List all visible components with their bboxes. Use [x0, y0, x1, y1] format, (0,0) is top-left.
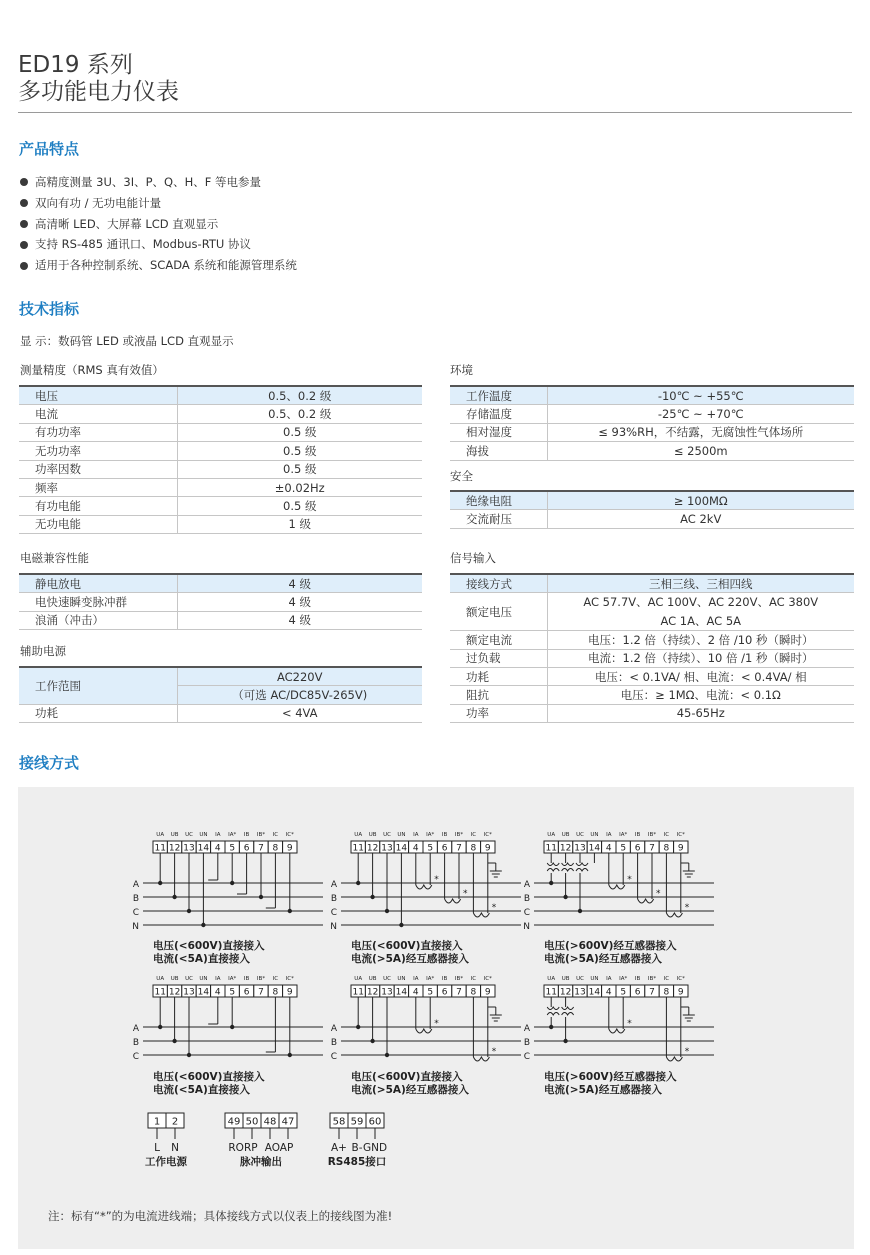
voltage-transformer-coil: [547, 1013, 559, 1016]
terminal-number: 1: [153, 1116, 161, 1128]
line-label: B: [330, 894, 337, 904]
terminal-label: IB: [441, 976, 448, 982]
signal-label: 信号输入: [450, 551, 496, 565]
feature-list: [20, 172, 297, 276]
terminal-number: 9: [484, 987, 491, 998]
bullet-icon: [20, 199, 28, 207]
terminal-number: 9: [484, 843, 491, 854]
wiring-heading: 接线方式: [19, 754, 80, 772]
terminal-label: UA: [156, 832, 165, 838]
terminal-number: 13: [381, 843, 393, 854]
polarity-star: *: [434, 1019, 439, 1029]
line-label: C: [523, 908, 530, 918]
terminal-number: 6: [441, 987, 448, 998]
terminal-label: IC*: [676, 832, 685, 838]
terminal-number: 14: [588, 843, 601, 854]
voltage-transformer-coil: [576, 863, 588, 866]
terminal-number: 6: [441, 843, 448, 854]
terminal-label: IC: [663, 976, 670, 982]
voltage-transformer-coil: [562, 1007, 574, 1010]
line-label: A: [523, 880, 530, 890]
terminal-label: UN: [199, 832, 208, 838]
feature-item: 双向有功 / 无功电能计量: [20, 193, 297, 214]
terminal-number: 9: [286, 987, 293, 998]
junction-dot: [201, 923, 205, 927]
table-row: 工作温度 -10℃ ~ +55℃: [450, 386, 854, 405]
diagram-caption: 电流(>5A)经互感器接入: [351, 953, 469, 965]
terminal-number: 8: [663, 987, 670, 998]
terminal-number: 4: [605, 843, 612, 854]
terminal-label: UN: [590, 976, 599, 982]
junction-dot: [356, 1025, 360, 1029]
table-row: 绝缘电阻 ≥ 100MΩ: [450, 491, 854, 510]
junction-dot: [578, 909, 582, 913]
terminal-number: 60: [368, 1116, 382, 1128]
table-row: 无功电能 1 级: [19, 515, 422, 533]
current-transformer-coil: [445, 899, 461, 903]
line-label: B: [330, 1038, 337, 1048]
terminal-label: B-: [351, 1142, 363, 1154]
environment-table: [450, 385, 854, 461]
junction-dot: [385, 909, 389, 913]
line-label: C: [330, 1052, 337, 1062]
current-transformer-coil: [473, 913, 489, 917]
terminal-number: 4: [412, 843, 419, 854]
table-row: 功率 45-65Hz: [450, 704, 854, 722]
terminal-label: IB: [243, 832, 250, 838]
terminal-number: 12: [366, 843, 379, 854]
terminal-number: 13: [183, 987, 195, 998]
signal-table: [450, 573, 854, 723]
terminal-number: 5: [620, 843, 627, 854]
table-row: 功耗 < 4VA: [19, 704, 422, 722]
terminal-number: 12: [168, 843, 181, 854]
page-title-product: 多功能电力仪表: [18, 79, 179, 105]
terminal-label: UB: [368, 832, 377, 838]
line-label: C: [132, 1052, 139, 1062]
table-row: 交流耐压 AC 2kV: [450, 510, 854, 528]
terminal-number: 12: [168, 987, 181, 998]
line-label: C: [132, 908, 139, 918]
junction-dot: [563, 895, 567, 899]
line-label: N: [132, 922, 139, 932]
voltage-transformer-coil: [547, 1007, 559, 1010]
terminal-label: IB*: [647, 976, 657, 982]
safety-table: [450, 490, 854, 529]
polarity-star: *: [627, 875, 632, 885]
feature-item: 高精度测量 3U、3I、P、Q、H、F 等电参量: [20, 172, 297, 193]
terminal-number: 12: [559, 987, 572, 998]
diagram-caption: 电流(<5A)直接接入: [153, 1084, 250, 1096]
terminal-label: IC*: [483, 976, 492, 982]
terminal-number: 47: [281, 1116, 295, 1128]
current-transformer-coil: [609, 1029, 625, 1033]
junction-dot: [158, 881, 162, 885]
terminal-number: 7: [258, 843, 264, 854]
line-label: B: [132, 1038, 139, 1048]
feature-item: 适用于各种控制系统、SCADA 系统和能源管理系统: [20, 255, 297, 276]
terminal-label: IA: [215, 832, 221, 838]
emc-table: [19, 573, 422, 630]
terminal-number: 4: [605, 987, 612, 998]
diagram-caption: 电压(<600V)直接接入: [351, 1071, 463, 1083]
line-label: A: [330, 1024, 337, 1034]
terminal-label: IB*: [454, 832, 464, 838]
voltage-transformer-coil: [562, 863, 574, 866]
current-transformer-coil: [416, 1029, 432, 1033]
terminal-label: UA: [547, 832, 556, 838]
voltage-transformer-coil: [547, 869, 559, 872]
table-row: 额定电流 电压：1.2 倍（持续）、2 倍 /10 秒（瞬时）: [450, 631, 854, 649]
terminal-label: UB: [368, 976, 377, 982]
terminal-number: 50: [245, 1116, 259, 1128]
terminal-number: 48: [263, 1116, 277, 1128]
terminal-label: UC: [185, 832, 193, 838]
display-spec-line: 显 示：数码管 LED 或液晶 LCD 直观显示: [20, 334, 234, 348]
terminal-group-caption: 脉冲输出: [240, 1156, 282, 1168]
terminal-label: UC: [383, 832, 391, 838]
current-transformer-coil: [666, 1057, 682, 1061]
terminal-group-caption: 工作电源: [145, 1156, 187, 1168]
terminal-label: IB: [243, 976, 250, 982]
terminal-number: 7: [456, 987, 462, 998]
terminal-number: 9: [677, 987, 684, 998]
junction-dot: [356, 881, 360, 885]
accuracy-label: 测量精度（RMS 真有效值）: [20, 363, 164, 377]
features-heading: 产品特点: [19, 140, 80, 158]
diagram-caption: 电压(<600V)直接接入: [153, 940, 265, 952]
terminal-label: GND: [362, 1142, 388, 1154]
junction-dot: [549, 1025, 553, 1029]
terminal-number: 4: [412, 987, 419, 998]
terminal-number: 4: [214, 843, 221, 854]
voltage-transformer-coil: [562, 869, 574, 872]
terminal-label: IB: [441, 832, 448, 838]
table-row: 功耗 电压：< 0.1VA/ 相、电流：< 0.4VA/ 相: [450, 667, 854, 685]
terminal-label: IA*: [228, 832, 237, 838]
table-row: 额定电压 AC 57.7V、AC 100V、AC 220V、AC 380V AC 1A、AC 5A: [450, 593, 854, 631]
terminal-number: 11: [352, 843, 364, 854]
junction-dot: [549, 881, 553, 885]
table-row: 功率因数 0.5 级: [19, 460, 422, 478]
table-row: 存储温度 -25℃ ~ +70℃: [450, 405, 854, 423]
terminal-label: UC: [185, 976, 193, 982]
voltage-transformer-coil: [562, 1013, 574, 1016]
junction-dot: [385, 1053, 389, 1057]
diagram-caption: 电流(>5A)经互感器接入: [544, 1084, 662, 1096]
terminal-number: 2: [171, 1116, 179, 1128]
title-divider: [18, 112, 852, 113]
junction-dot: [399, 923, 403, 927]
junction-dot: [172, 1039, 176, 1043]
terminal-label: RORP: [228, 1142, 258, 1154]
feature-item: 支持 RS-485 通讯口、Modbus-RTU 协议: [20, 234, 297, 255]
terminal-label: UB: [170, 832, 179, 838]
junction-dot: [230, 1025, 234, 1029]
terminal-group-caption: RS485接口: [327, 1156, 387, 1168]
terminal-number: 14: [588, 987, 601, 998]
table-row: 过负载 电流：1.2 倍（持续）、10 倍 /1 秒（瞬时）: [450, 649, 854, 667]
terminal-number: 59: [350, 1116, 364, 1128]
terminal-label: IA*: [619, 832, 628, 838]
terminal-label: IC: [470, 976, 477, 982]
junction-dot: [158, 1025, 162, 1029]
terminal-number: 11: [154, 987, 166, 998]
terminal-number: 8: [272, 843, 279, 854]
junction-dot: [187, 1053, 191, 1057]
terminal-label: UN: [397, 976, 406, 982]
terminal-label: IC*: [483, 832, 492, 838]
terminal-label: UB: [561, 976, 570, 982]
terminal-number: 11: [545, 843, 557, 854]
polarity-star: *: [491, 903, 497, 913]
table-row: 有功功率 0.5 级: [19, 423, 422, 441]
terminal-label: UB: [561, 832, 570, 838]
terminal-number: 8: [470, 843, 477, 854]
terminal-number: 8: [663, 843, 670, 854]
terminal-number: 12: [366, 987, 379, 998]
diagram-caption: 电流(>5A)经互感器接入: [544, 953, 662, 965]
page-title-series: ED19 系列: [18, 52, 133, 78]
diagram-caption: 电压(>600V)经互感器接入: [544, 1071, 677, 1083]
bullet-icon: [20, 241, 28, 249]
terminal-number: 9: [286, 843, 293, 854]
table-row: 海拔 ≤ 2500m: [450, 442, 854, 460]
junction-dot: [370, 1039, 374, 1043]
terminal-label: UB: [170, 976, 179, 982]
terminal-label: A+: [331, 1142, 347, 1154]
terminal-label: UC: [576, 832, 584, 838]
terminal-label: L: [154, 1142, 160, 1154]
terminal-label: N: [171, 1142, 179, 1154]
line-label: N: [523, 922, 530, 932]
current-transformer-coil: [473, 1057, 489, 1061]
junction-dot: [370, 895, 374, 899]
terminal-number: 49: [227, 1116, 241, 1128]
junction-dot: [288, 909, 292, 913]
terminal-label: IA*: [228, 976, 237, 982]
terminal-label: IA*: [426, 832, 435, 838]
junction-dot: [172, 895, 176, 899]
terminal-number: 6: [243, 987, 250, 998]
table-row: 频率 ±0.02Hz: [19, 478, 422, 496]
junction-dot: [187, 909, 191, 913]
terminal-number: 58: [332, 1116, 346, 1128]
terminal-label: IC: [470, 832, 477, 838]
table-row: 电流 0.5、0.2 级: [19, 405, 422, 423]
wiring-note: 注：标有“*”的为电流进线端；具体接线方式以仪表上的接线图为准!: [48, 1209, 393, 1223]
terminal-label: IB*: [454, 976, 464, 982]
line-label: C: [523, 1052, 530, 1062]
terminal-label: IB: [634, 976, 641, 982]
polarity-star: *: [656, 889, 661, 899]
terminal-number: 14: [395, 843, 408, 854]
terminal-label: IC*: [676, 976, 685, 982]
terminal-label: IA: [606, 832, 612, 838]
terminal-label: IC: [663, 832, 670, 838]
terminal-label: IA*: [619, 976, 628, 982]
terminal-label: IA: [413, 976, 419, 982]
terminal-number: 6: [634, 987, 641, 998]
diagram-caption: 电压(>600V)经互感器接入: [544, 940, 677, 952]
terminal-number: 13: [574, 987, 586, 998]
terminal-number: 5: [427, 843, 434, 854]
terminal-number: 13: [381, 987, 393, 998]
table-row: 阻抗 电压：≥ 1MΩ、电流：< 0.1Ω: [450, 686, 854, 704]
diagram-caption: 电流(<5A)直接接入: [153, 953, 250, 965]
junction-dot: [259, 895, 263, 899]
terminal-label: UC: [383, 976, 391, 982]
line-label: N: [330, 922, 337, 932]
table-row: 相对湿度 ≤ 93%RH，不结露，无腐蚀性气体场所: [450, 423, 854, 441]
terminal-number: 14: [197, 987, 210, 998]
terminal-label: IA: [413, 832, 419, 838]
polarity-star: *: [684, 903, 690, 913]
voltage-transformer-coil: [576, 869, 588, 872]
terminal-number: 14: [197, 843, 210, 854]
title-block: [18, 52, 852, 106]
terminal-number: 5: [229, 987, 236, 998]
table-row: 无功功率 0.5 级: [19, 442, 422, 460]
terminal-number: 11: [154, 843, 166, 854]
terminal-number: 7: [456, 843, 462, 854]
table-row: 浪涌（冲击） 4 级: [19, 611, 422, 629]
emc-label: 电磁兼容性能: [20, 551, 89, 565]
junction-dot: [288, 1053, 292, 1057]
junction-dot: [230, 881, 234, 885]
terminal-label: UN: [397, 832, 406, 838]
current-transformer-coil: [416, 885, 432, 889]
terminal-label: IC*: [285, 976, 294, 982]
terminal-number: 6: [634, 843, 641, 854]
wiring-diagrams: [18, 787, 854, 1249]
terminal-label: IB*: [256, 832, 266, 838]
bullet-icon: [20, 262, 28, 270]
terminal-number: 7: [649, 843, 655, 854]
terminal-number: 9: [677, 843, 684, 854]
line-label: A: [132, 1024, 139, 1034]
line-label: B: [523, 1038, 530, 1048]
line-label: A: [132, 880, 139, 890]
terminal-label: IA: [215, 976, 221, 982]
current-transformer-coil: [638, 899, 654, 903]
terminal-label: IB*: [256, 976, 266, 982]
terminal-number: 4: [214, 987, 221, 998]
polarity-star: *: [627, 1019, 632, 1029]
terminal-label: IB: [634, 832, 641, 838]
line-label: A: [330, 880, 337, 890]
terminal-number: 13: [574, 843, 586, 854]
table-row: 静电放电 4 级: [19, 574, 422, 593]
terminal-label: UA: [156, 976, 165, 982]
diagram-caption: 电流(>5A)经互感器接入: [351, 1084, 469, 1096]
polarity-star: *: [684, 1047, 690, 1057]
wiring-panel: [18, 787, 854, 1249]
safety-label: 安全: [450, 469, 473, 483]
terminal-label: UC: [576, 976, 584, 982]
environment-label: 环境: [450, 363, 473, 377]
feature-item: 高清晰 LED、大屏幕 LCD 直观显示: [20, 214, 297, 235]
terminal-label: UA: [354, 832, 363, 838]
aux-power-table: [19, 666, 422, 723]
voltage-transformer-coil: [547, 863, 559, 866]
terminal-label: IB*: [647, 832, 657, 838]
line-label: B: [132, 894, 139, 904]
junction-dot: [563, 1039, 567, 1043]
terminal-number: 11: [352, 987, 364, 998]
specs-heading: 技术指标: [19, 300, 80, 318]
line-label: A: [523, 1024, 530, 1034]
diagram-caption: 电压(<600V)直接接入: [351, 940, 463, 952]
table-row: 有功电能 0.5 级: [19, 497, 422, 515]
terminal-number: 5: [427, 987, 434, 998]
line-label: C: [330, 908, 337, 918]
terminal-label: AOAP: [264, 1142, 294, 1154]
terminal-number: 13: [183, 843, 195, 854]
terminal-number: 8: [470, 987, 477, 998]
aux-power-label: 辅助电源: [20, 644, 66, 658]
table-row: 电压 0.5、0.2 级: [19, 386, 422, 405]
terminal-label: UN: [199, 976, 208, 982]
polarity-star: *: [491, 1047, 497, 1057]
terminal-label: UN: [590, 832, 599, 838]
current-transformer-coil: [666, 913, 682, 917]
terminal-number: 6: [243, 843, 250, 854]
table-row: （可选 AC/DC85V-265V): [19, 686, 422, 704]
bullet-icon: [20, 220, 28, 228]
terminal-number: 7: [258, 987, 264, 998]
terminal-label: UA: [547, 976, 556, 982]
table-row: 电快速瞬变脉冲群 4 级: [19, 593, 422, 611]
terminal-number: 8: [272, 987, 279, 998]
terminal-number: 5: [620, 987, 627, 998]
terminal-number: 14: [395, 987, 408, 998]
polarity-star: *: [434, 875, 439, 885]
polarity-star: *: [463, 889, 468, 899]
accuracy-table: [19, 385, 422, 534]
line-label: B: [523, 894, 530, 904]
current-transformer-coil: [609, 885, 625, 889]
terminal-number: 7: [649, 987, 655, 998]
table-row: 接线方式 三相三线、三相四线: [450, 574, 854, 593]
terminal-label: IC: [272, 976, 279, 982]
table-row: 工作范围 AC220V: [19, 667, 422, 686]
terminal-label: IC: [272, 832, 279, 838]
terminal-number: 5: [229, 843, 236, 854]
bullet-icon: [20, 178, 28, 186]
terminal-label: IA*: [426, 976, 435, 982]
terminal-number: 12: [559, 843, 572, 854]
terminal-label: IC*: [285, 832, 294, 838]
terminal-number: 11: [545, 987, 557, 998]
terminal-label: IA: [606, 976, 612, 982]
terminal-label: UA: [354, 976, 363, 982]
diagram-caption: 电压(<600V)直接接入: [153, 1071, 265, 1083]
